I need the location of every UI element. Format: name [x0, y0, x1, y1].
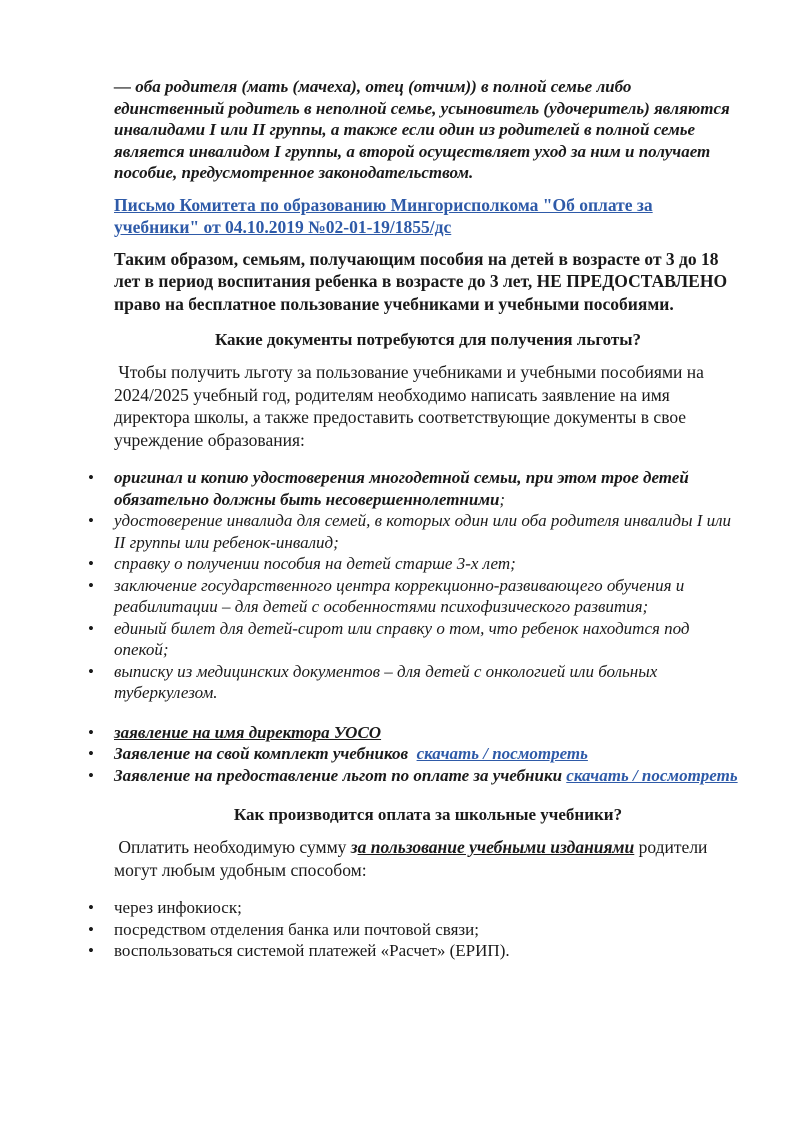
payment-intro [114, 836, 742, 881]
intro-paragraph: — оба родителя (мать (мачеха), отец (отчим)) в полной семье либо единственный родитель в неполной семье, усыновитель (удочеритель) являются инвалидами I или II группы, а также если один из родителей в полной семье является инвалидом I группы, а второй осуществляет уход за ним и получает пособие, предусмотренное законодательством. [114, 77, 730, 182]
forms-list [114, 722, 742, 787]
letter-paragraph [114, 194, 742, 238]
conclusion-paragraph: Таким образом, семьям, получающим пособия на детей в возрасте от 3 до 18 лет в период воспитания ребенка в возрасте до 3 лет, НЕ ПРЕДОСТАВЛЕНО право на бесплатное пользование учебниками и учебными пособиями. [114, 248, 728, 314]
form-item-text: Заявление на свой комплект учебников [114, 744, 409, 763]
documents-intro [114, 361, 742, 451]
payment-list [114, 897, 742, 962]
payment-intro-z: з [350, 837, 358, 857]
list-item: • воспользоваться системой платежей «Расчет» (ЕРИП). [114, 940, 742, 962]
list-item: • единый билет для детей-сирот или справку о том, что ребенок находится под опекой; [114, 618, 742, 661]
list-item-tail: ; [499, 489, 506, 509]
download-link[interactable]: скачать / посмотреть [416, 744, 588, 763]
documents-intro-text: Чтобы получить льготу за пользование учебниками и учебными пособиями на 2024/2025 учебный год, родителям необходимо написать заявление на имя директора школы, а также предоставить соответствующие документы в свое учреждение образования: [114, 362, 704, 450]
list-item [114, 743, 742, 765]
download-link[interactable]: скачать / посмотреть [566, 765, 738, 785]
list-item: • заключение государственного центра коррекционно-развивающего обучения и реабилитации – для детей с особенностями психофизического развития; [114, 575, 742, 618]
form-item-director[interactable]: заявление на имя директора УОСО [114, 722, 382, 742]
payment-intro-link[interactable]: а пользование учебными изданиями [357, 837, 635, 857]
document-page [114, 76, 742, 962]
letter-link[interactable]: Письмо Комитета по образованию Мингорисполкома "Об оплате за учебники" от 04.10.2019 №02-01-19/1855/дс [114, 194, 653, 237]
form-item-text: Заявление на предоставление льгот по оплате за учебники [114, 765, 563, 785]
list-item [114, 467, 742, 510]
list-item [114, 765, 742, 787]
list-item: • выписку из медицинских документов – для детей с онкологией или больных туберкулезом. [114, 661, 742, 704]
list-item: • удостоверение инвалида для семей, в которых один или оба родителя инвалиды I или II группы или ребенок-инвалид; [114, 510, 742, 553]
list-item: • справку о получении пособия на детей старше 3-х лет; [114, 553, 742, 575]
list-item [114, 722, 742, 744]
list-item: • посредством отделения банка или почтовой связи; [114, 919, 742, 941]
documents-list [114, 467, 742, 704]
list-item-bold-text: оригинал и копию удостоверения многодетной семьи, при этом трое детей обязательно должны быть несовершеннолетними [114, 468, 689, 509]
heading-payment: Как производится оплата за школьные учебники? [233, 805, 623, 824]
payment-intro-after: родители могут любым удобным способом: [114, 837, 708, 880]
payment-intro-before: Оплатить необходимую сумму [118, 837, 351, 857]
heading-documents: Какие документы потребуются для получения льготы? [214, 330, 642, 349]
list-item: • через инфокиоск; [114, 897, 742, 919]
